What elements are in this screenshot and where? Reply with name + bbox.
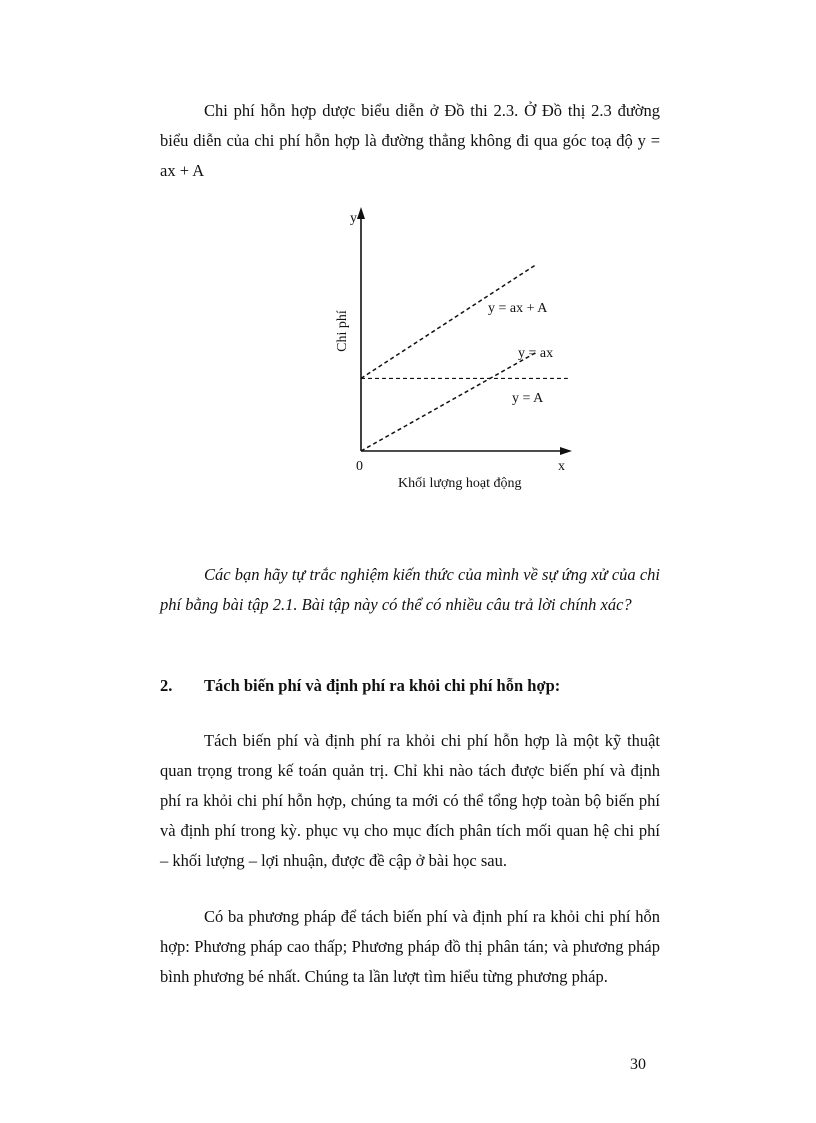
- section-title: Tách biến phí và định phí ra khỏi chi phí hỗn hợp:: [204, 676, 561, 695]
- legend-label-ax: y = ax: [518, 346, 554, 361]
- separation-paragraph: Tách biến phí và định phí ra khỏi chi phí hỗn hợp là một kỹ thuật quan trọng trong kế toán quản trị. Chỉ khi nào tách được biến phí và định phí ra khỏi chi phí hỗn hợp, chúng ta mới có thể tổng hợp toàn bộ biến phí và định phí trong kỳ. phục vụ cho mục đích phân tích mối quan hệ chi phí – khối lượng – lợi nhuận, được đề cập ở bài học sau.: [160, 731, 660, 870]
- methods-paragraph: Có ba phương pháp để tách biến phí và định phí ra khỏi chi phí hỗn hợp: Phương pháp cao thấp; Phương pháp đồ thị phân tán; và phương pháp bình phương bé nhất. Chúng ta lần lượt tìm hiểu từng phương pháp.: [160, 907, 660, 986]
- y-axis-arrow: [357, 207, 365, 219]
- chart-origin-label: 0: [356, 459, 363, 474]
- exercise-paragraph: Các bạn hãy tự trắc nghiệm kiến thức của mình về sự ứng xử của chi phí bằng bài tập 2.1. Bài tập này có thể có nhiều câu trả lời chính xác?: [160, 565, 660, 614]
- x-axis-arrow: [560, 447, 572, 455]
- chart-canvas: [300, 205, 600, 505]
- chart-y-label: Chi phí: [334, 310, 350, 352]
- series-line-ax: [361, 352, 537, 451]
- series-line-ax-plus-a: [361, 264, 537, 378]
- chart-y-axis-name: y: [350, 211, 357, 226]
- section-number: 2.: [160, 676, 173, 695]
- chart-x-label: Khối lượng hoạt động: [398, 476, 522, 491]
- page-number: 30: [630, 1056, 646, 1073]
- legend-label-a: y = A: [512, 391, 544, 406]
- section-heading: [160, 676, 560, 696]
- legend-label-ax-plus-a: y = ax + A: [488, 301, 548, 316]
- intro-paragraph: Chi phí hỗn hợp dược biểu diễn ở Đồ thi 2.3. Ở Đồ thị 2.3 đường biểu diễn của chi phí hỗn hợp là đường thẳng không đi qua góc toạ độ y = ax + A: [160, 101, 660, 180]
- chart-x-axis-name: x: [558, 459, 565, 474]
- mixed-cost-chart: [300, 205, 600, 505]
